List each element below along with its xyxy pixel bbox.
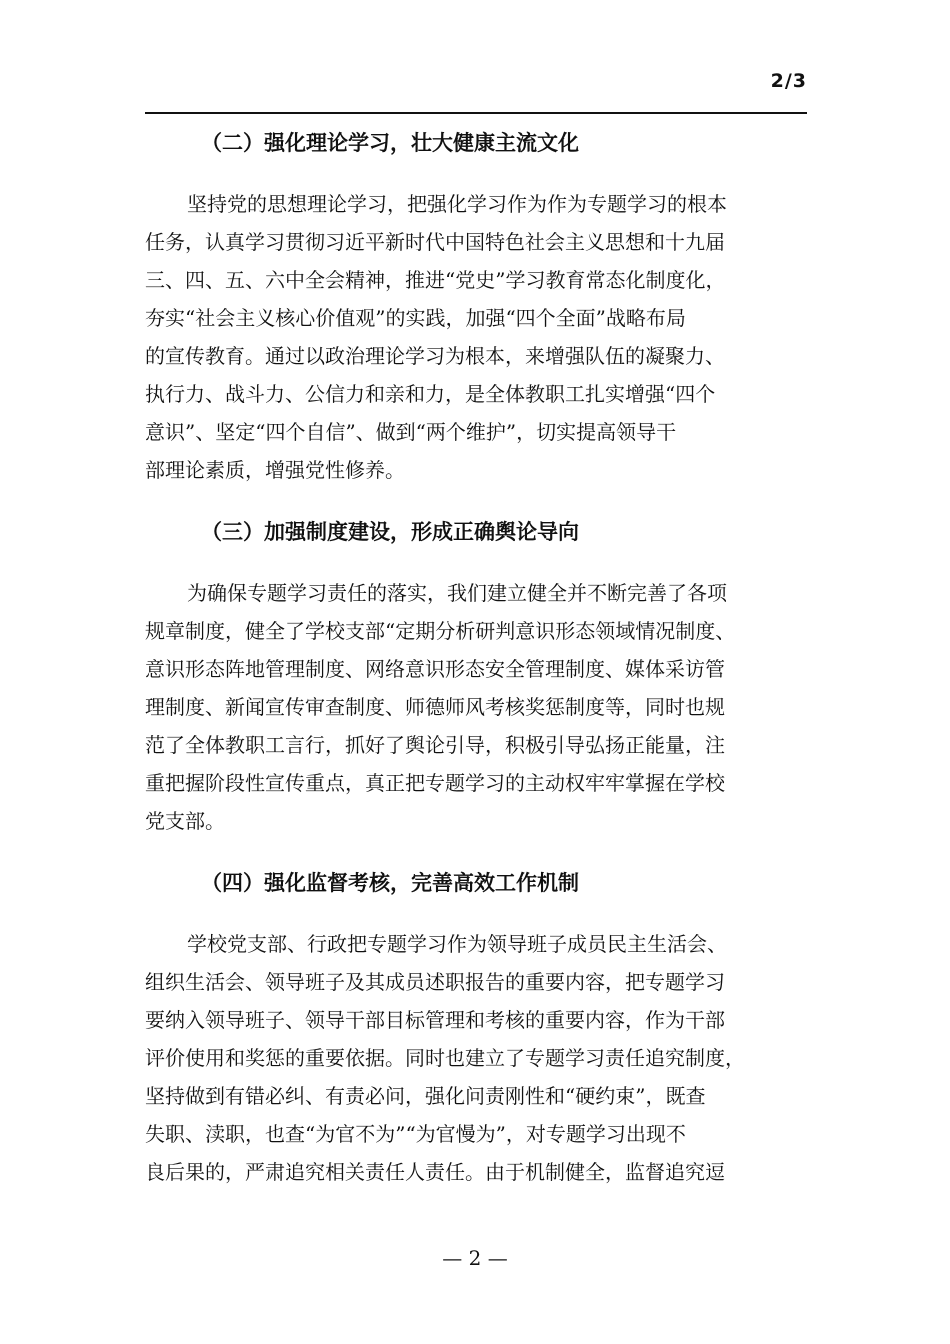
paragraph-line: 的宣传教育。通过以政治理论学习为根本，来增强队伍的凝聚力、 [145, 344, 725, 368]
paragraph-line: 部理论素质，增强党性修养。 [145, 458, 405, 482]
paragraph-line: 意识形态阵地管理制度、网络意识形态安全管理制度、媒体采访管 [145, 657, 725, 681]
paragraph-line: 理制度、新闻宣传审查制度、师德师风考核奖惩制度等，同时也规 [145, 695, 725, 719]
paragraph-line: 组织生活会、领导班子及其成员述职报告的重要内容，把专题学习 [145, 970, 725, 994]
paragraph-line: 规章制度，健全了学校支部“定期分析研判意识形态领域情况制度、 [145, 619, 736, 643]
paragraph-line: 坚持党的思想理论学习，把强化学习作为作为专题学习的根本 [187, 192, 727, 216]
paragraph-line: 学校党支部、行政把专题学习作为领导班子成员民主生活会、 [187, 932, 727, 956]
section-paragraph-3 [145, 574, 807, 840]
paragraph-line: 要纳入领导班子、领导干部目标管理和考核的重要内容，作为干部 [145, 1008, 725, 1032]
section-paragraph-4 [145, 925, 807, 1191]
document-body [145, 120, 807, 1191]
paragraph-line: 范了全体教职工言行，抓好了舆论引导，积极引导弘扬正能量，注 [145, 733, 725, 757]
paragraph-line: 夯实“社会主义核心价值观”的实践，加强“四个全面”战略布局 [145, 306, 686, 330]
section-paragraph-2 [145, 185, 807, 489]
paragraph-line: 失职、渎职，也查“为官不为”“为官慢为”，对专题学习出现不 [145, 1122, 686, 1146]
section-heading-2: （二）强化理论学习，壮大健康主流文化 [201, 131, 579, 155]
paragraph-line: 重把握阶段性宣传重点，真正把专题学习的主动权牢牢掌握在学校 [145, 771, 725, 795]
paragraph-line: 意识”、坚定“四个自信”、做到“两个维护”，切实提高领导干 [145, 420, 677, 444]
section-heading-4: （四）强化监督考核，完善高效工作机制 [201, 871, 579, 895]
page-counter: 2/3 [770, 70, 807, 92]
header-rule [145, 112, 807, 114]
paragraph-line: 执行力、战斗力、公信力和亲和力，是全体教职工扎实增强“四个 [145, 382, 716, 406]
paragraph-line: 坚持做到有错必纠、有责必问，强化问责刚性和“硬约束”，既查 [145, 1084, 706, 1108]
paragraph-line: 任务，认真学习贯彻习近平新时代中国特色社会主义思想和十九届 [145, 230, 725, 254]
paragraph-line: 三、四、五、六中全会精神，推进“党史”学习教育常态化制度化， [145, 268, 726, 292]
page-number: — 2 — [442, 1246, 508, 1270]
paragraph-line: 良后果的，严肃追究相关责任人责任。由于机制健全，监督追究逗 [145, 1160, 725, 1184]
paragraph-line: 评价使用和奖惩的重要依据。同时也建立了专题学习责任追究制度， [145, 1046, 745, 1070]
paragraph-line: 为确保专题学习责任的落实，我们建立健全并不断完善了各项 [187, 581, 727, 605]
paragraph-line: 党支部。 [145, 809, 225, 833]
section-heading-3: （三）加强制度建设，形成正确舆论导向 [201, 520, 579, 544]
